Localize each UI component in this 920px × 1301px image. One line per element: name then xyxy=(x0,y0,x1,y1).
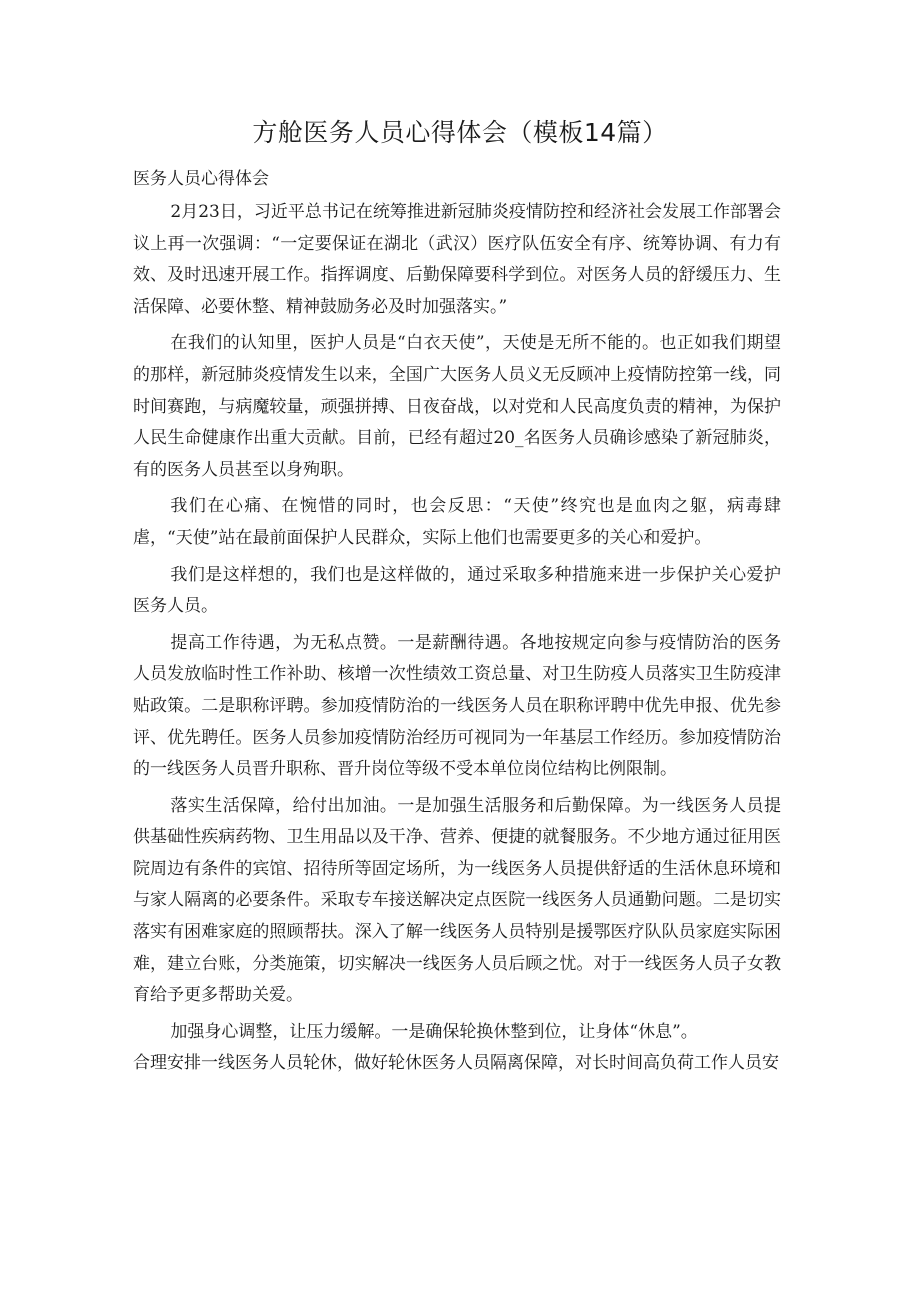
body-paragraph-3: 我们在心痛、在惋惜的同时，也会反思：“天使”终究也是血肉之躯，病毒肆虐，“天使”站在最前面保护人民群众，实际上他们也需要更多的关心和爱护。 xyxy=(133,496,781,548)
body-paragraph-7: 加强身心调整，让压力缓解。一是确保轮换休整到位，让身体“休息”。 xyxy=(170,1021,698,1042)
document-title: 方舱医务人员心得体会（模板14篇） xyxy=(252,118,668,147)
body-paragraph-2: 在我们的认知里，医护人员是“白衣天使”，天使是无所不能的。也正如我们期望的那样，新冠肺炎疫情发生以来，全国广大医务人员义无反顾冲上疫情防控第一线，同时间赛跑，与病魔较量，顽强拼搏、日夜奋战，以对党和人民高度负责的精神，为保护人民生命健康作出重大贡献。目前，已经有超过20_名医务人员确诊感染了新冠肺炎，有的医务人员甚至以身殉职。 xyxy=(133,333,781,480)
document-body xyxy=(133,164,781,1080)
body-paragraph-5: 提高工作待遇，为无私点赞。一是薪酬待遇。各地按规定向参与疫情防治的医务人员发放临时性工作补助、核增一次性绩效工资总量、对卫生防疫人员落实卫生防疫津贴政策。二是职称评聘。参加疫情防治的一线医务人员在职称评聘中优先申报、优先参评、优先聘任。医务人员参加疫情防治经历可视同为一年基层工作经历。参加疫情防治的一线医务人员晋升职称、晋升岗位等级不受本单位岗位结构比例限制。 xyxy=(133,632,781,780)
document-subtitle: 医务人员心得体会 xyxy=(133,169,269,189)
body-paragraph-6: 落实生活保障，给付出加油。一是加强生活服务和后勤保障。为一线医务人员提供基础性疾病药物、卫生用品以及干净、营养、便捷的就餐服务。不少地方通过征用医院周边有条件的宾馆、招待所等固定场所，为一线医务人员提供舒适的生活休息环境和与家人隔离的必要条件。采取专车接送解决定点医院一线医务人员通勤问题。二是切实落实有困难家庭的照顾帮扶。深入了解一线医务人员特别是援鄂医疗队队员家庭实际困难，建立台账，分类施策，切实解决一线医务人员后顾之忧。对于一线医务人员子女教育给予更多帮助关爱。 xyxy=(133,795,781,1006)
body-paragraph-1: 2月23日，习近平总书记在统筹推进新冠肺炎疫情防控和经济社会发展工作部署会议上再一次强调：“一定要保证在湖北（武汉）医疗队伍安全有序、统筹协调、有力有效、及时迅速开展工作。指挥调度、后勤保障要科学到位。对医务人员的舒缓压力、生活保障、必要休整、精神鼓励务必及时加强落实。” xyxy=(133,202,781,317)
body-paragraph-4: 我们是这样想的，我们也是这样做的，通过采取多种措施来进一步保护关心爱护医务人员。 xyxy=(133,564,781,617)
body-paragraph-8: 合理安排一线医务人员轮休，做好轮休医务人员隔离保障，对长时间高负荷工作人员安 xyxy=(133,1053,779,1074)
